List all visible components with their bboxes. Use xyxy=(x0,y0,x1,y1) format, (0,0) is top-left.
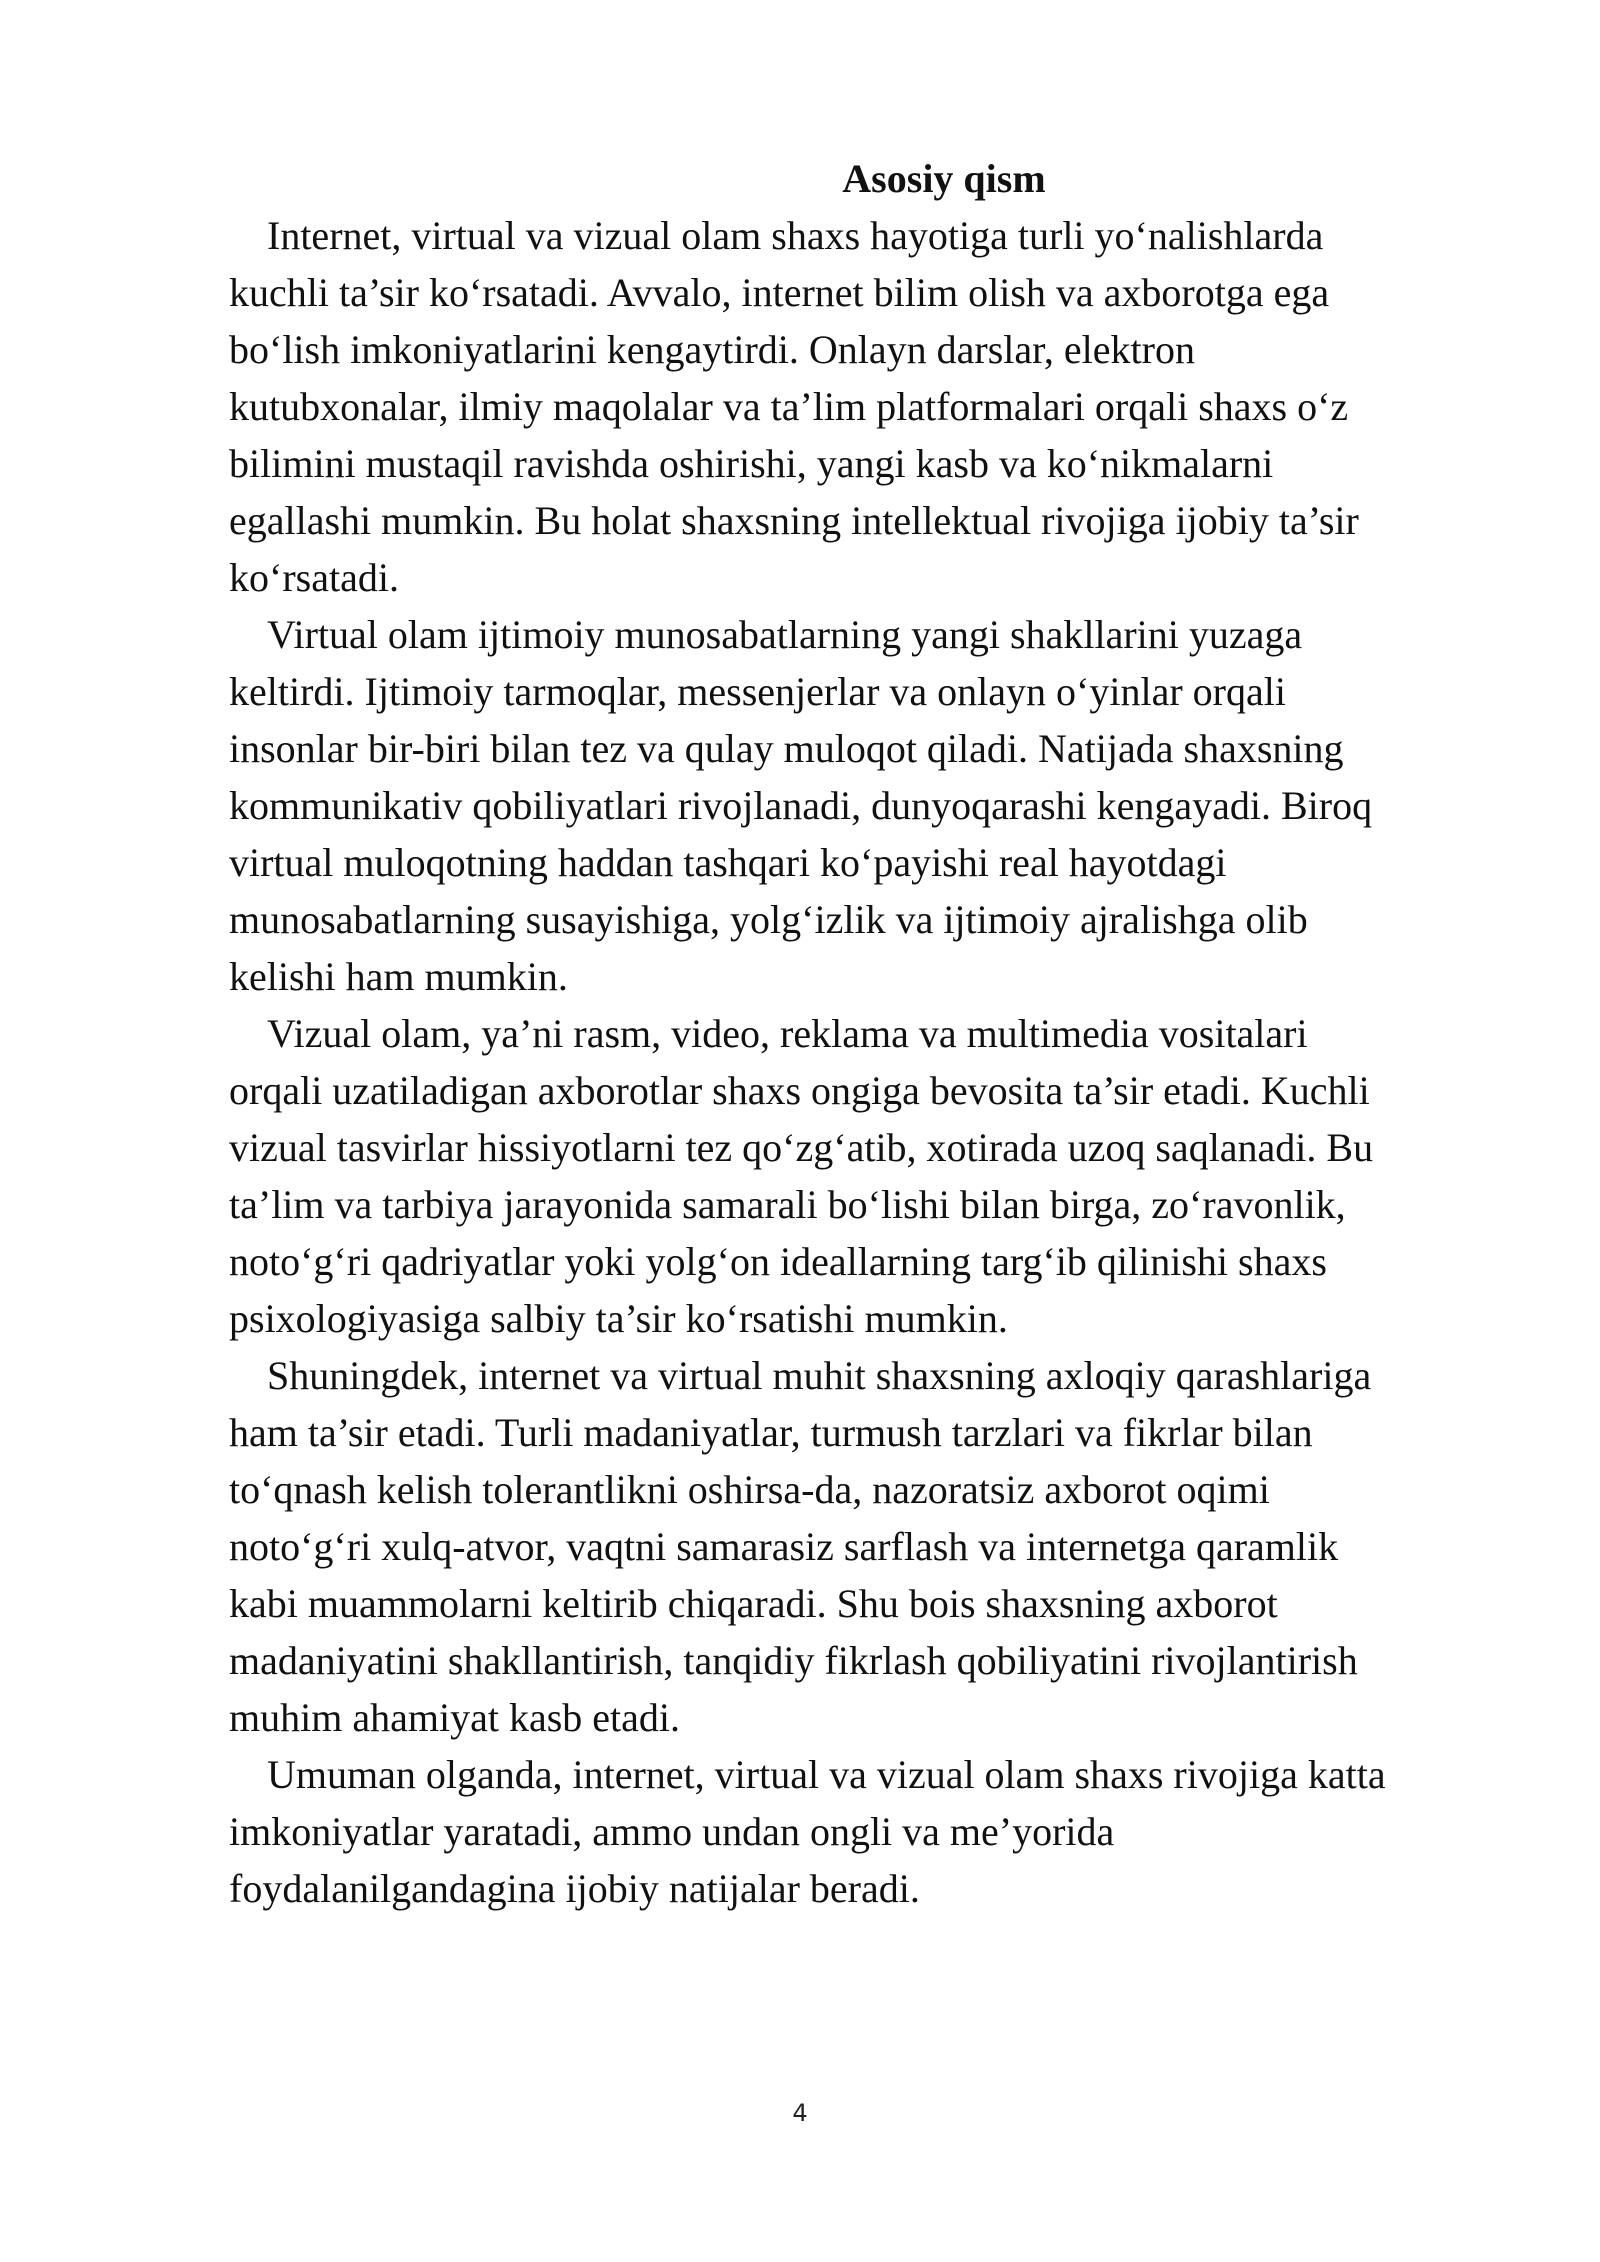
text-line: foydalanilgandagina ijobiy natijalar beradi. xyxy=(229,1866,920,1911)
text-line: kuchli ta’sir ko‘rsatadi. Avvalo, internet bilim olish va axborotga ega xyxy=(229,270,1330,315)
text-line: noto‘g‘ri qadriyatlar yoki yolg‘on ideallarning targ‘ib qilinishi shaxs xyxy=(229,1239,1327,1284)
text-line: imkoniyatlar yaratadi, ammo undan ongli va me’yorida xyxy=(229,1809,1115,1854)
text-line: Shuningdek, internet va virtual muhit shaxsning axloqiy qarashlariga xyxy=(267,1353,1372,1398)
text-line: Virtual olam ijtimoiy munosabatlarning yangi shakllarini yuzaga xyxy=(267,612,1303,657)
text-line: egallashi mumkin. Bu holat shaxsning intellektual rivojiga ijobiy ta’sir xyxy=(229,498,1359,543)
text-line: vizual tasvirlar hissiyotlarni tez qo‘zg‘atib, xotirada uzoq saqlanadi. Bu xyxy=(229,1125,1374,1170)
text-line: kommunikativ qobiliyatlari rivojlanadi, dunyoqarashi kengayadi. Biroq xyxy=(229,783,1373,828)
text-line: kabi muammolarni keltirib chiqaradi. Shu bois shaxsning axborot xyxy=(229,1581,1278,1626)
text-line: bo‘lish imkoniyatlarini kengaytirdi. Onlayn darslar, elektron xyxy=(229,327,1195,372)
text-line: bilimini mustaqil ravishda oshirishi, yangi kasb va ko‘nikmalarni xyxy=(229,441,1274,486)
text-line: Vizual olam, ya’ni rasm, video, reklama va multimedia vositalari xyxy=(267,1011,1308,1056)
page-number: 4 xyxy=(792,2099,808,2127)
paragraph xyxy=(229,1347,1479,1746)
text-line: ham ta’sir etadi. Turli madaniyatlar, turmush tarzlari va fikrlar bilan xyxy=(229,1410,1313,1455)
text-line: ta’lim va tarbiya jarayonida samarali bo‘lishi bilan birga, zo‘ravonlik, xyxy=(229,1182,1346,1227)
paragraph xyxy=(229,1746,1479,1917)
text-line: madaniyatini shakllantirish, tanqidiy fikrlash qobiliyatini rivojlantirish xyxy=(229,1638,1358,1683)
text-line: insonlar bir-biri bilan tez va qulay muloqot qiladi. Natijada shaxsning xyxy=(229,726,1344,771)
text-line: kelishi ham mumkin. xyxy=(229,954,568,999)
text-line: keltirdi. Ijtimoiy tarmoqlar, messenjerlar va onlayn o‘yinlar orqali xyxy=(229,669,1286,714)
text-line: muhim ahamiyat kasb etadi. xyxy=(229,1695,680,1740)
text-line: to‘qnash kelish tolerantlikni oshirsa-da, nazoratsiz axborot oqimi xyxy=(229,1467,1270,1512)
text-line: Internet, virtual va vizual olam shaxs hayotiga turli yo‘nalishlarda xyxy=(267,213,1324,258)
text-line: psixologiyasiga salbiy ta’sir ko‘rsatishi mumkin. xyxy=(229,1296,1008,1341)
paragraph xyxy=(229,606,1479,1005)
text-line: Umuman olganda, internet, virtual va vizual olam shaxs rivojiga katta xyxy=(267,1752,1386,1797)
text-line: kutubxonalar, ilmiy maqolalar va ta’lim platformalari orqali shaxs o‘z xyxy=(229,384,1349,429)
paragraph-list xyxy=(229,207,1479,1917)
text-line: munosabatlarning susayishiga, yolg‘izlik va ijtimoiy ajralishga olib xyxy=(229,897,1308,942)
text-line: orqali uzatiladigan axborotlar shaxs ongiga bevosita ta’sir etadi. Kuchli xyxy=(229,1068,1370,1113)
paragraph xyxy=(229,1005,1479,1347)
text-line: virtual muloqotning haddan tashqari ko‘payishi real hayotdagi xyxy=(229,840,1227,885)
text-line: ko‘rsatadi. xyxy=(229,555,399,600)
text-line: noto‘g‘ri xulq-atvor, vaqtni samarasiz sarflash va internetga qaramlik xyxy=(229,1524,1339,1569)
section-title: Asosiy qism xyxy=(842,156,1046,201)
paragraph xyxy=(229,207,1479,606)
document-body xyxy=(229,150,1479,1917)
